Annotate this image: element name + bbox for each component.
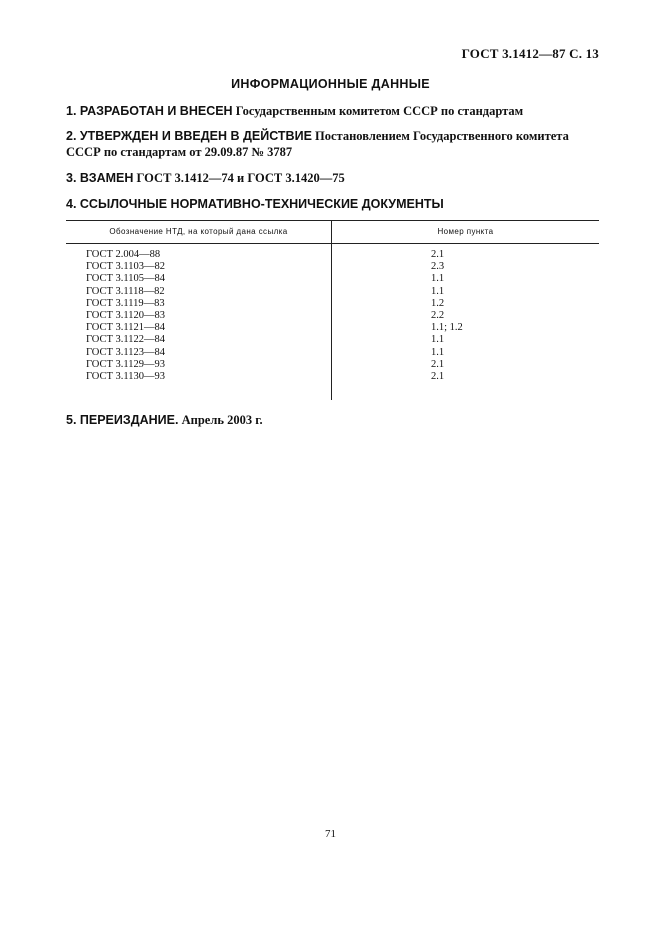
info-item-3-text: ГОСТ 3.1412—74 и ГОСТ 3.1420—75 [136, 171, 345, 185]
table-cell-document: ГОСТ 3.1123—84 [86, 346, 166, 358]
table-cell-clause: 1.1 [431, 346, 445, 358]
table-cell-document: ГОСТ 3.1103—82 [86, 261, 166, 273]
table-cell-clause: 1.1 [431, 273, 445, 285]
table-row [66, 334, 599, 346]
table-body [66, 249, 599, 383]
table-row [66, 261, 599, 273]
info-item-2 [66, 128, 606, 160]
table-cell-clause: 1.1 [431, 285, 445, 297]
table-cell-clause: 1.1; 1.2 [431, 322, 463, 334]
info-item-4-caption: 4. ССЫЛОЧНЫЕ НОРМАТИВНО-ТЕХНИЧЕСКИЕ ДОКУМЕНТЫ [66, 197, 444, 211]
table-cell-document: ГОСТ 3.1122—84 [86, 334, 166, 346]
info-item-5-caption: 5. ПЕРЕИЗДАНИЕ. [66, 413, 179, 427]
section-title: ИНФОРМАЦИОННЫЕ ДАННЫЕ [231, 77, 430, 91]
table-cell-clause: 2.2 [431, 309, 445, 321]
table-cell-clause: 2.1 [431, 358, 445, 370]
table-row [66, 359, 599, 371]
table-cell-document: ГОСТ 3.1120—83 [86, 309, 166, 321]
table-cell-document: ГОСТ 3.1105—84 [86, 273, 166, 285]
table-cell-clause: 1.2 [431, 297, 445, 309]
table-cell-clause: 1.1 [431, 334, 445, 346]
table-cell-document: ГОСТ 3.1130—93 [86, 370, 166, 382]
table-row [66, 310, 599, 322]
info-item-5 [66, 412, 606, 428]
table-row [66, 347, 599, 359]
table-header-document: Обозначение НТД, на который дана ссылка [109, 227, 288, 236]
info-item-1 [66, 103, 606, 119]
info-item-1-text: Государственным комитетом СССР по стандартам [235, 104, 524, 118]
table-cell-clause: 2.1 [431, 249, 445, 260]
table-row [66, 273, 599, 285]
info-item-2-text: Постановлением Государственного комитета СССР по стандартам от 29.09.87 № 3787 [66, 129, 569, 159]
table-cell-clause: 2.3 [431, 261, 445, 273]
table-cell-clause: 2.1 [431, 370, 445, 382]
table-cell-document: ГОСТ 3.1121—84 [86, 322, 166, 334]
table-row [66, 249, 599, 261]
table-cell-document: ГОСТ 3.1119—83 [86, 297, 165, 309]
table-cell-document: ГОСТ 3.1129—93 [86, 358, 166, 370]
info-item-3-caption: 3. ВЗАМЕН [66, 171, 134, 185]
table-header-rule [66, 243, 599, 244]
info-item-1-caption: 1. РАЗРАБОТАН И ВНЕСЕН [66, 104, 233, 118]
table-row [66, 286, 599, 298]
page-number: 71 [325, 828, 336, 840]
info-item-3 [66, 170, 606, 186]
table-header-clause: Номер пункта [437, 227, 494, 236]
info-item-4 [66, 196, 606, 212]
table-cell-document: ГОСТ 3.1118—82 [86, 285, 165, 297]
reference-table [66, 220, 599, 400]
table-row [66, 322, 599, 334]
table-row [66, 298, 599, 310]
table-row [66, 371, 599, 383]
table-cell-document: ГОСТ 2.004—88 [86, 249, 161, 260]
info-item-5-text: Апрель 2003 г. [181, 413, 263, 427]
running-header: ГОСТ 3.1412—87 С. 13 [461, 46, 599, 61]
info-item-2-caption: 2. УТВЕРЖДЕН И ВВЕДЕН В ДЕЙСТВИЕ [66, 129, 312, 143]
table-top-rule [66, 220, 599, 221]
